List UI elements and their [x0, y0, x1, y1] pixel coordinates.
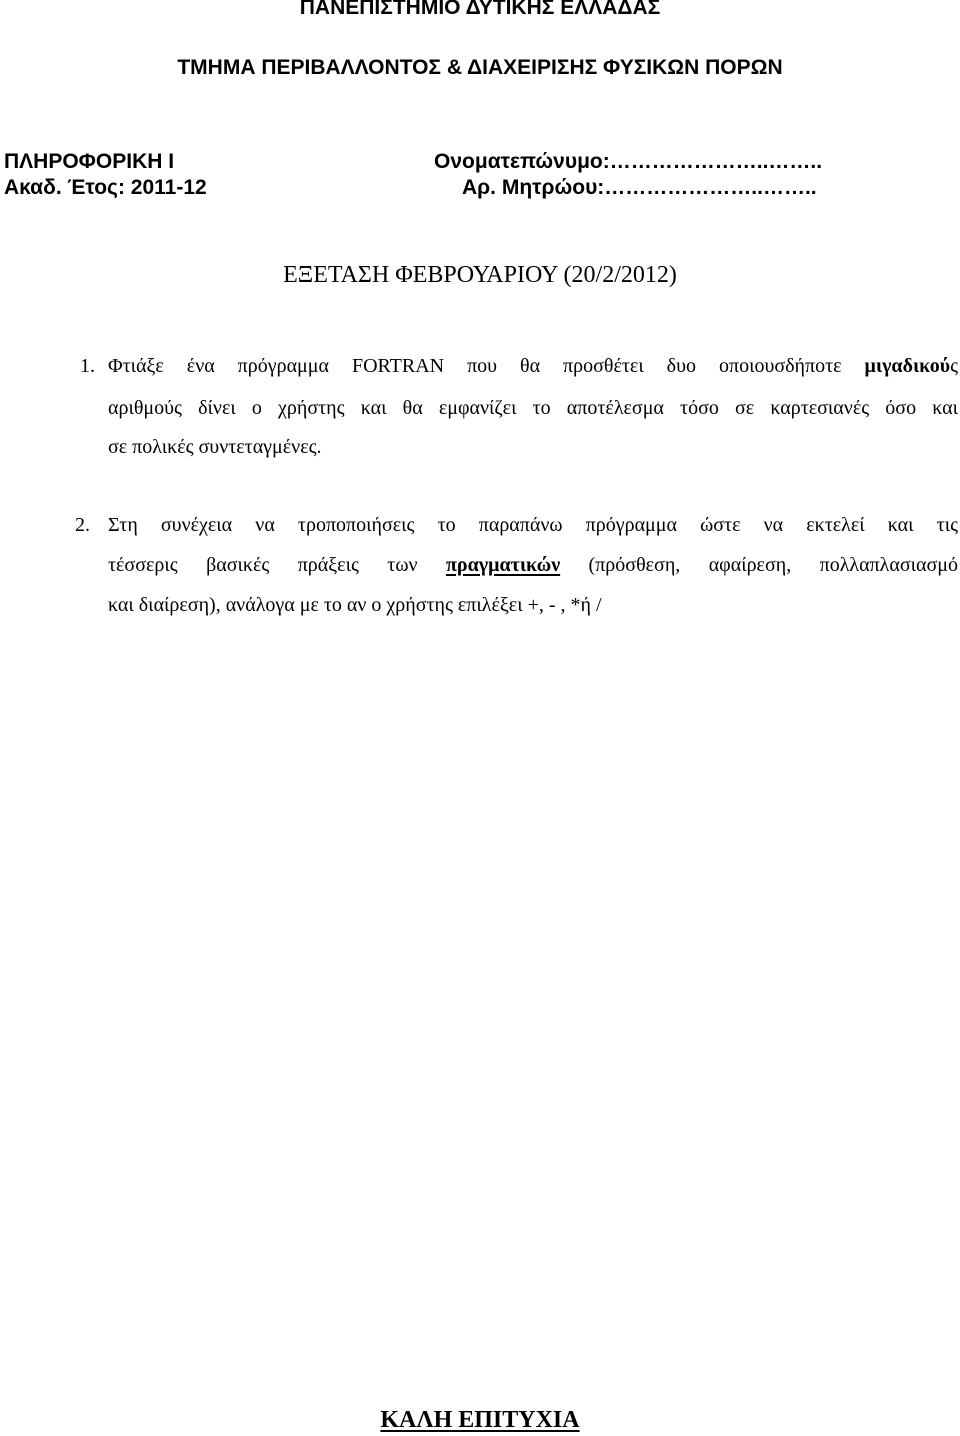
question-2-line-3 — [108, 593, 602, 617]
registry-number-label: Αρ. Μητρώου:…………………..…….. — [462, 176, 817, 199]
question-1-line-1-start: Φτιάξε ένα πρόγραμμα FORTRAN που θα προσθέτει δυο οποιουσδήποτε — [108, 355, 865, 377]
closing-wish-text: ΚΑΛΗ ΕΠΙΤΥΧΙΑ — [380, 1407, 580, 1433]
question-2-line-1 — [108, 513, 958, 537]
question-1-line-3-text: σε πολικές συντεταγμένες. — [108, 436, 322, 458]
student-name-field — [434, 148, 822, 176]
question-2-line-2 — [108, 553, 958, 577]
exam-title-text: ΕΞΕΤΑΣΗ ΦΕΒΡΟΥΑΡΙΟΥ (20/2/2012) — [283, 262, 677, 288]
university-title-text: ΠΑΝΕΠΙΣΤΗΜΙΟ ΔΥΤΙΚΗΣ ΕΛΛΑΔΑΣ — [299, 0, 661, 19]
department-title — [0, 54, 960, 82]
question-1-emphasis: μιγαδικού — [864, 355, 951, 377]
registry-number-field — [462, 174, 817, 202]
question-1-line-2 — [108, 396, 958, 420]
closing-wish — [0, 1404, 960, 1436]
department-title-text: ΤΜΗΜΑ ΠΕΡΙΒΑΛΛΟΝΤΟΣ & ΔΙΑΧΕΙΡΙΣΗΣ ΦΥΣΙΚΩΝ ΠΟΡΩΝ — [177, 56, 783, 79]
question-1-line-1 — [108, 354, 958, 378]
question-1-line-1-end: ς — [950, 355, 958, 377]
question-1-line-3 — [108, 435, 322, 459]
course-name — [4, 148, 174, 176]
university-title — [0, 0, 960, 22]
question-2-line-3-text: και διαίρεση), ανάλογα με το αν ο χρήστης επιλέξει +, - , *ή / — [108, 594, 602, 616]
question-2-line-2-end: (πρόσθεση, αφαίρεση, πολλαπλασιασμό — [560, 554, 958, 576]
question-2-number: 2. — [75, 514, 90, 536]
question-2-line-1-text: Στη συνέχεια να τροποποιήσεις το παραπάνω πρόγραμμα ώστε να εκτελεί και τις — [108, 514, 958, 536]
question-2-emphasis: πραγματικών — [445, 554, 561, 576]
question-2-line-2-start: τέσσερις βασικές πράξεις των — [108, 554, 446, 576]
question-1-line-2-text: αριθμούς δίνει ο χρήστης και θα εμφανίζει το αποτέλεσμα τόσο σε καρτεσιανές όσο και — [108, 397, 958, 419]
course-name-text: ΠΛΗΡΟΦΟΡΙΚΗ Ι — [4, 150, 175, 173]
academic-year-text: Ακαδ. Έτος: 2011-12 — [4, 176, 207, 199]
student-name-label: Ονοματεπώνυμο:…………………..…….. — [434, 150, 823, 173]
question-1-number: 1. — [80, 355, 95, 377]
academic-year — [4, 174, 207, 202]
exam-title — [0, 259, 960, 291]
